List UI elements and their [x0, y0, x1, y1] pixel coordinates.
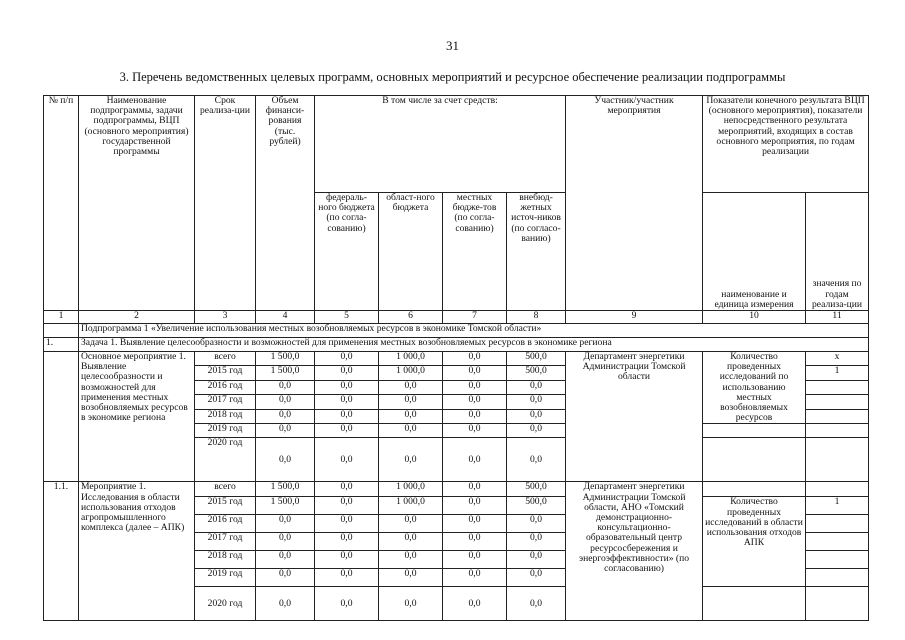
- cell-volume: 0,0: [256, 551, 315, 569]
- cell-regional: 0,0: [379, 587, 443, 621]
- task-title: Задача 1. Выявление целесообразности и возможностей для применения местных возобновляемых ресурсов в экономике региона: [79, 338, 869, 352]
- indicator-name: [703, 587, 806, 621]
- indicator-name: [703, 482, 806, 497]
- col-number: 6: [379, 311, 443, 324]
- subprogram-title: Подпрограмма 1 «Увеличение использования местных возобновляемых ресурсов в экономике Томской области»: [79, 324, 869, 338]
- indicator-value: 1: [806, 497, 869, 515]
- page-title: 3. Перечень ведомственных целевых программ, основных мероприятий и ресурсное обеспечение реализации подпрограммы: [119, 70, 786, 84]
- indicator-value: [806, 551, 869, 569]
- cell-federal: 0,0: [315, 438, 379, 482]
- cell-regional: 1 000,0: [379, 352, 443, 366]
- cell-regional: 0,0: [379, 515, 443, 533]
- cell-term: всего: [195, 352, 256, 366]
- indicator-value: 1: [806, 366, 869, 380]
- cell-volume: 1 500,0: [256, 352, 315, 366]
- cell-term: 2019 год: [195, 569, 256, 587]
- cell-federal: 0,0: [315, 409, 379, 423]
- cell-volume: 0,0: [256, 569, 315, 587]
- participant: Департамент энергетики Администрации Томской области, АНО «Томский демонстрационно-консультационно-образовательный центр ресурсосбережения и энергоэффективности» (по согласованию): [566, 482, 703, 621]
- cell-extra: 500,0: [507, 482, 566, 497]
- header-ind-name: наименование и единица измерения: [703, 193, 806, 311]
- cell-term: 2018 год: [195, 409, 256, 423]
- cell-local: 0,0: [443, 366, 507, 380]
- cell-extra: 0,0: [507, 424, 566, 438]
- header-term-cell: Срок реализа-ции: [195, 96, 256, 311]
- indicator-value: [806, 438, 869, 482]
- indicator-name: Количество проведенных исследований по использованию местных возобновляемых ресурсов: [703, 352, 806, 424]
- cell-extra: 0,0: [507, 551, 566, 569]
- col-number: 10: [703, 311, 806, 324]
- header-name-cell: Наименование подпрограммы, задачи подпрограммы, ВЦП (основного мероприятия) государственной программы: [79, 96, 195, 311]
- cell-extra: 0,0: [507, 569, 566, 587]
- cell-regional: 0,0: [379, 533, 443, 551]
- indicator-value: [806, 424, 869, 438]
- cell-regional: 0,0: [379, 409, 443, 423]
- cell-extra: 500,0: [507, 497, 566, 515]
- col-number: 8: [507, 311, 566, 324]
- cell-federal: 0,0: [315, 352, 379, 366]
- cell-extra: 0,0: [507, 587, 566, 621]
- cell-regional: 0,0: [379, 551, 443, 569]
- col-number: 11: [806, 311, 869, 324]
- col-number: 9: [566, 311, 703, 324]
- cell-term: всего: [195, 482, 256, 497]
- indicator-value: [806, 515, 869, 533]
- cell-volume: 1 500,0: [256, 497, 315, 515]
- cell-federal: 0,0: [315, 497, 379, 515]
- cell-local: 0,0: [443, 569, 507, 587]
- col-number: 3: [195, 311, 256, 324]
- cell-local: 0,0: [443, 438, 507, 482]
- cell-federal: 0,0: [315, 482, 379, 497]
- cell-federal: 0,0: [315, 569, 379, 587]
- cell-volume: 0,0: [256, 438, 315, 482]
- cell-federal: 0,0: [315, 395, 379, 409]
- cell-extra: 0,0: [507, 409, 566, 423]
- cell-local: 0,0: [443, 515, 507, 533]
- cell-federal: 0,0: [315, 587, 379, 621]
- cell-regional: 1 000,0: [379, 497, 443, 515]
- cell-extra: 0,0: [507, 533, 566, 551]
- subprogram-no: [44, 324, 79, 338]
- cell-extra: 0,0: [507, 438, 566, 482]
- cell-volume: 0,0: [256, 395, 315, 409]
- header-regional: област-ного бюджета: [379, 193, 443, 311]
- col-number: 5: [315, 311, 379, 324]
- cell-local: 0,0: [443, 395, 507, 409]
- col-number: 2: [79, 311, 195, 324]
- cell-extra: 500,0: [507, 366, 566, 380]
- col-number: 4: [256, 311, 315, 324]
- indicator-value: [806, 533, 869, 551]
- cell-regional: 1 000,0: [379, 482, 443, 497]
- header-volume-cell: Объем финанси-рования (тыс. рублей): [256, 96, 315, 311]
- cell-term: 2016 год: [195, 380, 256, 394]
- header-no-cell: № п/п: [44, 96, 79, 311]
- cell-term: 2017 год: [195, 395, 256, 409]
- indicator-value: [806, 569, 869, 587]
- header-sources-cell: В том числе за счет средств:: [315, 96, 566, 193]
- cell-federal: 0,0: [315, 551, 379, 569]
- main-event-group: [44, 352, 869, 482]
- indicator-value: [806, 395, 869, 409]
- table-row: [44, 482, 869, 497]
- cell-volume: 0,0: [256, 424, 315, 438]
- cell-regional: 0,0: [379, 424, 443, 438]
- cell-local: 0,0: [443, 424, 507, 438]
- task-no: 1.: [44, 338, 79, 352]
- cell-volume: 0,0: [256, 533, 315, 551]
- program-data-table: [43, 95, 869, 621]
- cell-volume: 1 500,0: [256, 366, 315, 380]
- cell-term: 2020 год: [195, 587, 256, 621]
- indicator-name: [703, 424, 806, 438]
- indicator-value: [806, 409, 869, 423]
- indicator-name: Количество проведенных исследований в области использования отходов АПК: [703, 497, 806, 587]
- col-number: 7: [443, 311, 507, 324]
- cell-term: 2015 год: [195, 366, 256, 380]
- cell-regional: 1 000,0: [379, 366, 443, 380]
- cell-federal: 0,0: [315, 533, 379, 551]
- cell-volume: 0,0: [256, 380, 315, 394]
- cell-extra: 500,0: [507, 352, 566, 366]
- col-number: 1: [44, 311, 79, 324]
- cell-local: 0,0: [443, 533, 507, 551]
- header-local: местных бюдже-тов (по согла-сованию): [443, 193, 507, 311]
- cell-term: 2017 год: [195, 533, 256, 551]
- event-name: Мероприятие 1. Исследования в области использования отходов агропромышленного комплекса (далее – АПК): [79, 482, 195, 621]
- header-ind-values: значения по годам реализа-ции: [806, 193, 869, 311]
- cell-volume: 1 500,0: [256, 482, 315, 497]
- indicator-value: [806, 482, 869, 497]
- cell-volume: 0,0: [256, 587, 315, 621]
- cell-volume: 0,0: [256, 409, 315, 423]
- cell-volume: 0,0: [256, 515, 315, 533]
- cell-term: 2015 год: [195, 497, 256, 515]
- cell-term: 2020 год: [195, 438, 256, 482]
- cell-term: 2016 год: [195, 515, 256, 533]
- cell-extra: 0,0: [507, 395, 566, 409]
- cell-local: 0,0: [443, 409, 507, 423]
- cell-extra: 0,0: [507, 515, 566, 533]
- cell-term: 2018 год: [195, 551, 256, 569]
- table-row: [44, 352, 869, 366]
- cell-extra: 0,0: [507, 380, 566, 394]
- header-extra: внебюд-жетных источ-ников (по согласо-ванию): [507, 193, 566, 311]
- cell-regional: 0,0: [379, 438, 443, 482]
- cell-term: 2019 год: [195, 424, 256, 438]
- indicator-value: [806, 380, 869, 394]
- header-participant-cell: Участник/участник мероприятия: [566, 96, 703, 311]
- cell-federal: 0,0: [315, 424, 379, 438]
- indicator-name: [703, 438, 806, 482]
- cell-local: 0,0: [443, 482, 507, 497]
- cell-local: 0,0: [443, 587, 507, 621]
- indicator-value: [806, 587, 869, 621]
- row-no: 1.1.: [44, 482, 79, 621]
- cell-regional: 0,0: [379, 569, 443, 587]
- event-group: [44, 482, 869, 621]
- page-number: 31: [446, 38, 459, 53]
- cell-local: 0,0: [443, 380, 507, 394]
- header-indicators-cell: Показатели конечного результата ВЦП (основного мероприятия), показатели непосредственного результата мероприятий, входящих в состав основного мероприятия, по годам реализации: [703, 96, 869, 193]
- cell-regional: 0,0: [379, 380, 443, 394]
- cell-local: 0,0: [443, 497, 507, 515]
- event-name: Основное мероприятие 1. Выявление целесообразности и возможностей для применения местных возобновляемых ресурсов в экономике региона: [79, 352, 195, 482]
- header-federal: федераль-ного бюджета (по согла-сованию): [315, 193, 379, 311]
- cell-regional: 0,0: [379, 395, 443, 409]
- cell-local: 0,0: [443, 352, 507, 366]
- cell-federal: 0,0: [315, 380, 379, 394]
- participant: Департамент энергетики Администрации Томской области: [566, 352, 703, 482]
- cell-federal: 0,0: [315, 366, 379, 380]
- indicator-value: x: [806, 352, 869, 366]
- cell-local: 0,0: [443, 551, 507, 569]
- cell-federal: 0,0: [315, 515, 379, 533]
- row-no: [44, 352, 79, 482]
